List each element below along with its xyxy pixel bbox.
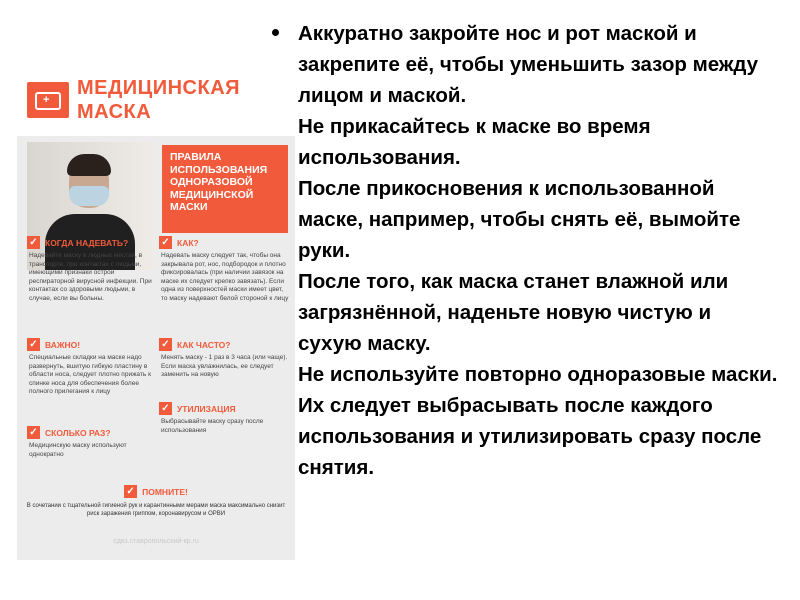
- checkmark-icon: ✓: [124, 485, 137, 498]
- bullet-paragraph: Аккуратно закройте нос и рот маской и закрепите её, чтобы уменьшить зазор между лицом и маской.: [298, 22, 759, 107]
- section-when: [27, 236, 155, 303]
- bullet-paragraph: После прикосновения к использованной маске, например, чтобы снять её, вымойте руки.: [298, 177, 741, 262]
- checkmark-icon: ✓: [27, 236, 40, 249]
- remember-block: [17, 485, 295, 518]
- section-when-title: КОГДА НАДЕВАТЬ?: [45, 237, 129, 248]
- section-how-text: Надевать маску следует так, чтобы она закрывала рот, нос, подбородок и плотно фиксировалась (при наличии завязок на маске их следует крепко завязать). Если одна из поверхностей маски имеет цвет, то маску надевают белой стороной к лицу: [161, 252, 289, 302]
- bullet-text: [298, 18, 778, 483]
- poster-header: [17, 68, 295, 136]
- checkmark-icon: ✓: [159, 402, 172, 415]
- checkmark-icon: ✓: [27, 426, 40, 439]
- section-important: [27, 338, 155, 397]
- section-disposal-title: УТИЛИЗАЦИЯ: [177, 403, 236, 414]
- poster-title: [77, 76, 240, 124]
- remember-title: ПОМНИТЕ!: [142, 486, 188, 497]
- bullet-paragraph: Не используйте повторно одноразовые маски. Их следует выбрасывать после каждого использования и утилизировать сразу после снятия.: [298, 363, 778, 479]
- section-how-many-text: Медицинскую маску используют однократно: [29, 442, 127, 458]
- section-how-many: [27, 426, 155, 459]
- remember-text: В сочетании с тщательной гигиеной рук и карантинными мерами маска максимально снизит риск заражения гриппом, коронавирусом и ОРВИ: [26, 503, 286, 517]
- mask-rules-poster: [17, 68, 295, 560]
- section-how-often: [159, 338, 289, 380]
- checkmark-icon: ✓: [27, 338, 40, 351]
- section-disposal-text: Выбрасывайте маску сразу после использования: [161, 418, 264, 434]
- section-when-text: Надевайте маску в людных местах, в транспорте, при контактах с людьми, имеющими признаки острой респираторной вирусной инфекции. При контактах со здоровыми людьми, в случае, если вы больны.: [29, 252, 152, 302]
- poster-title-line2: МАСКА: [77, 101, 152, 123]
- section-important-title: ВАЖНО!: [45, 339, 81, 350]
- checkmark-icon: ✓: [159, 338, 172, 351]
- section-disposal: [159, 402, 289, 435]
- section-how-often-title: КАК ЧАСТО?: [177, 339, 231, 350]
- section-important-text: Специальные складки на маске надо развернуть, вшитую гибкую пластину в области носа, следует плотно прижать к спинке носа для обеспечения более полного прилегания к лицу: [29, 354, 151, 395]
- rules-heading-box: ПРАВИЛА ИСПОЛЬЗОВАНИЯ ОДНОРАЗОВОЙ МЕДИЦИНСКОЙ МАСКИ: [162, 145, 288, 233]
- section-how-title: КАК?: [177, 237, 199, 248]
- checkmark-icon: ✓: [159, 236, 172, 249]
- medical-bag-icon: +: [27, 82, 69, 118]
- poster-url: сдвз.ставропольский-кр.ru: [113, 538, 199, 545]
- bullet-paragraph: Не прикасайтесь к маске во время использования.: [298, 115, 651, 169]
- bullet-paragraph: После того, как маска станет влажной или загрязнённой, наденьте новую чистую и сухую маску.: [298, 270, 729, 355]
- section-how-often-text: Менять маску - 1 раз в 3 часа (или чаще). Если маска увлажнилась, ее следует заменить на новую: [161, 354, 288, 378]
- poster-title-line1: МЕДИЦИНСКАЯ: [77, 77, 241, 99]
- section-how-many-title: СКОЛЬКО РАЗ?: [45, 427, 111, 438]
- bullet-dot-icon: [272, 29, 279, 36]
- section-how: [159, 236, 289, 303]
